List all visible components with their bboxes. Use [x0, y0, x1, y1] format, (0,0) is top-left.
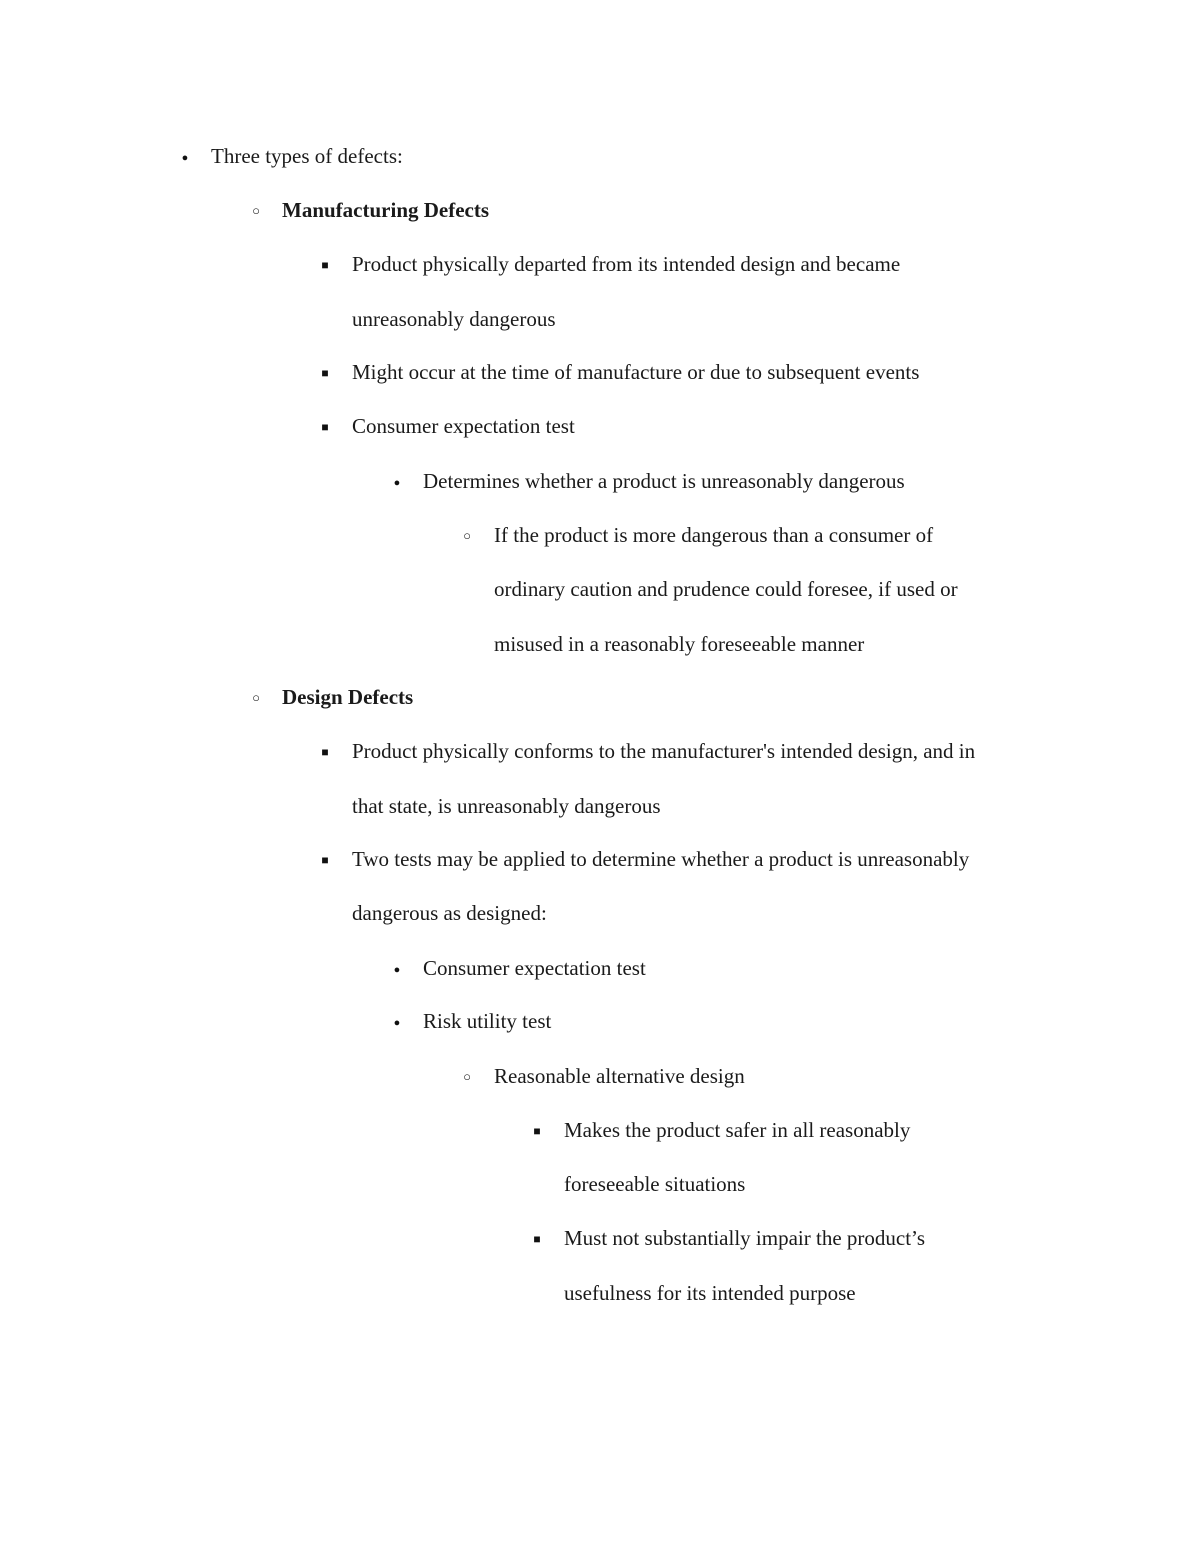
manufacturing-defects-heading: Manufacturing Defects	[282, 198, 490, 222]
square-bullet-icon	[318, 346, 332, 400]
square-bullet-icon	[530, 1104, 544, 1158]
list-item-text: unreasonably dangerous	[352, 307, 556, 331]
square-bullet-icon	[318, 238, 332, 292]
list-item-text: foreseeable situations	[564, 1172, 746, 1196]
circle-bullet-icon	[249, 184, 263, 238]
circle-bullet-icon	[460, 1050, 474, 1104]
square-bullet-icon	[318, 833, 332, 887]
list-item-text: dangerous as designed:	[352, 901, 547, 925]
list-item-text: Product physically conforms to the manufacturer's intended design, and in	[352, 739, 976, 763]
list-item-text: If the product is more dangerous than a consumer of	[494, 523, 934, 547]
square-bullet-icon	[530, 1212, 544, 1266]
list-item-text: usefulness for its intended purpose	[564, 1281, 856, 1305]
list-item-text: Product physically departed from its intended design and became	[352, 252, 901, 276]
list-item-text: that state, is unreasonably dangerous	[352, 794, 661, 818]
square-bullet-icon	[318, 725, 332, 779]
list-item-text: ordinary caution and prudence could foresee, if used or	[494, 577, 958, 601]
list-item-text: Makes the product safer in all reasonably	[564, 1118, 911, 1142]
disc-bullet-icon	[390, 995, 404, 1050]
disc-bullet-icon	[390, 942, 404, 997]
list-item-three-types: Three types of defects:	[211, 144, 403, 168]
circle-bullet-icon	[460, 509, 474, 563]
list-item-text: Determines whether a product is unreasonably dangerous	[423, 469, 905, 493]
list-item-text: Two tests may be applied to determine whether a product is unreasonably	[352, 847, 970, 871]
list-item-text: Reasonable alternative design	[494, 1064, 745, 1088]
disc-bullet-icon	[178, 130, 192, 185]
list-item-text: Risk utility test	[423, 1009, 552, 1033]
square-bullet-icon	[318, 400, 332, 454]
list-item-text: misused in a reasonably foreseeable manner	[494, 632, 865, 656]
circle-bullet-icon	[249, 671, 263, 725]
list-item-text: Might occur at the time of manufacture or due to subsequent events	[352, 360, 920, 384]
design-defects-heading: Design Defects	[282, 685, 414, 709]
list-item-text: Consumer expectation test	[352, 414, 575, 438]
disc-bullet-icon	[390, 455, 404, 510]
list-item-text: Consumer expectation test	[423, 956, 646, 980]
list-item-text: Must not substantially impair the product’s	[564, 1226, 926, 1250]
